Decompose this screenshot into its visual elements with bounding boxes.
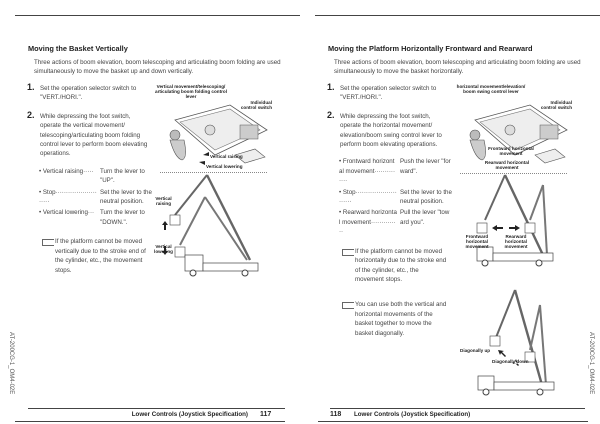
figure-label: Diagonally down (492, 359, 529, 364)
boom-truck-illustration (455, 175, 575, 265)
note (341, 300, 449, 338)
step-number: 2. (327, 109, 335, 120)
action-label: • Vertical lowering··· (39, 209, 95, 217)
figure-label: Vertical lowering (154, 244, 173, 254)
action-label: • Rearward horizontal movement·············· (339, 209, 397, 236)
note-icon (342, 302, 354, 309)
step-text: Set the operation selector switch to "VERT./HORI.". (40, 85, 137, 102)
diagonal-boom-illustration (470, 290, 580, 400)
action-label: • Vertical raising····· (39, 167, 94, 175)
figure-label: horizontal movement/elevation/ boom swing control lever (456, 84, 526, 94)
footer-rule (318, 421, 588, 422)
figure-label: Frontward horizontal movement (465, 234, 489, 249)
step (27, 82, 149, 103)
action-desc: Set the lever to the neutral position. (100, 188, 152, 206)
figure-divider (160, 172, 267, 173)
step (327, 110, 449, 150)
figure-label: Rearward horizontal movement (484, 160, 530, 170)
footer-rule (15, 421, 285, 422)
action-desc: Push the lever "forward". (400, 158, 451, 175)
figure-label: Vertical raising (155, 196, 172, 206)
text-column (327, 82, 452, 354)
text-column (27, 82, 152, 291)
figure-label: Individual control switch (240, 100, 272, 110)
page-title: Moving the Platform Horizontally Frontward and Rearward (328, 44, 533, 53)
action-desc: Turn the lever to "DOWN.". (100, 209, 145, 226)
step-number: 2. (27, 109, 35, 120)
footer-title: Lower Controls (Joystick Specification) (354, 411, 471, 418)
action-desc: Set the lever to the neutral position. (400, 188, 452, 206)
step-text: Set the operation selector switch to "VERT./HORI.". (340, 85, 437, 102)
action-label: • Stop························· (39, 188, 97, 206)
figure-divider (460, 173, 567, 174)
figure-label: Frontward horizontal movement (488, 146, 534, 156)
intro-text: Three actions of boom elevation, boom telescoping and articulating boom folding are used simultaneously to move the basket up and down vertically. (34, 59, 281, 76)
note (341, 247, 449, 285)
note-icon (42, 239, 54, 246)
page-number: 118 (330, 411, 342, 418)
note (41, 237, 149, 275)
document-code: AT-200CG-1_OM4-02E (588, 332, 594, 395)
note-icon (342, 249, 354, 256)
footer-rule (28, 408, 285, 409)
action-desc: Turn the lever to "UP". (100, 167, 145, 185)
boom-truck-illustration (155, 175, 275, 275)
step (327, 82, 449, 103)
step-number: 1. (327, 82, 335, 92)
figure-label: Vertical lowering (206, 164, 243, 169)
footer-rule (330, 408, 585, 409)
action-list (39, 167, 152, 227)
control-panel-illustration (155, 100, 275, 170)
page-title: Moving the Basket Vertically (28, 44, 128, 53)
figure-label: Vertical raising (210, 154, 243, 159)
action-label: • Stop·························· (339, 188, 397, 206)
step-text: While depressing the foot switch, operate the vertical movement/ telescoping/articulating boom folding control lever to perform boom elevating operations. (40, 112, 148, 158)
action-list (339, 157, 452, 236)
figure-label: Diagonally up (460, 348, 491, 353)
header-rule (15, 15, 300, 16)
document-code: AT-200CG-1_OM4-02E (8, 332, 14, 395)
note-text: If the platform cannot be moved vertically due to the stroke end of the cylinder, etc., the movement stops. (55, 238, 146, 274)
note-text: You can use both the vertical and horizontal movements of the basket together to move the basket diagonally. (355, 301, 447, 337)
footer-title: Lower Controls (Joystick Specification) (131, 411, 248, 418)
action-desc: Pull the lever "toward you". (400, 209, 450, 226)
step-text: While depressing the foot switch, operate the horizontal movement/ elevation/boom swing control lever to perform boom elevating operations. (340, 112, 442, 149)
figure-label: Rearward horizontal movement (504, 234, 528, 249)
step-number: 1. (27, 82, 35, 92)
step (27, 110, 149, 159)
figure-label: Individual control switch (540, 100, 572, 110)
page-number: 117 (260, 411, 272, 418)
figure-label: Vertical movement/telescoping/ articulating boom folding control lever (155, 84, 227, 99)
note-text: If the platform cannot be moved horizontally due to the stroke end of the cylinder, etc., the movement stops. (355, 247, 447, 283)
intro-text: Three actions of boom elevation, boom telescoping and articulating boom folding are used simultaneously to move the basket horizontally. (334, 59, 581, 76)
action-label: • Frontward horizontal movement·············· (339, 158, 396, 185)
header-rule (315, 15, 600, 16)
